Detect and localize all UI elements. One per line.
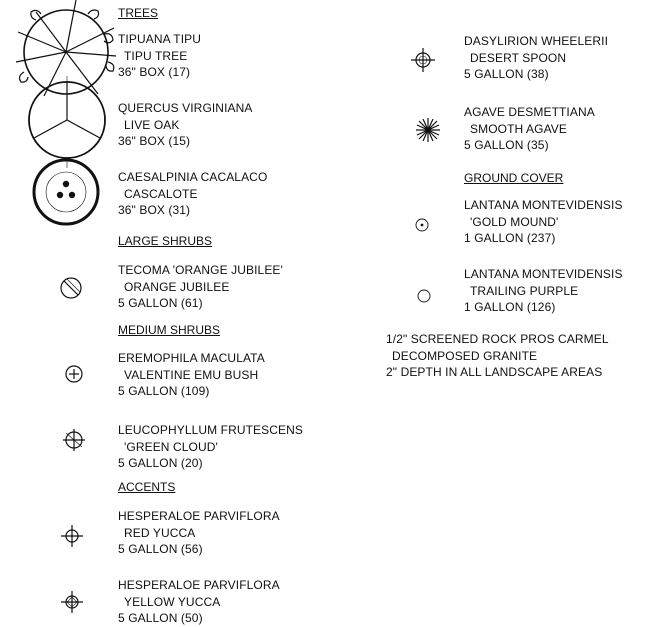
heading-ground-cover: GROUND COVER [464, 171, 564, 185]
plant-entry-dasylirion [464, 33, 608, 83]
circle-dot-icon [414, 217, 430, 233]
plant-size: 5 GALLON (35) [464, 138, 549, 152]
note-line-1: 1/2" SCREENED ROCK PROS CARMEL [386, 332, 609, 346]
decomposed-granite-note [386, 331, 609, 381]
plant-size: 5 GALLON (20) [118, 456, 203, 470]
common-name: DESERT SPOON [470, 50, 567, 65]
botanical-name: LANTANA MONTEVIDENSIS [464, 267, 623, 281]
plant-size: 5 GALLON (50) [118, 611, 203, 625]
plant-size: 1 GALLON (237) [464, 231, 556, 245]
tree-oak-icon [24, 76, 110, 168]
heading-accents: ACCENTS [118, 480, 176, 494]
common-name: VALENTINE EMU BUSH [124, 367, 259, 382]
plant-entry-caesalpinia [118, 169, 267, 219]
plant-size: 5 GALLON (61) [118, 296, 203, 310]
plant-entry-hesperaloe-red [118, 508, 280, 558]
botanical-name: CAESALPINIA CACALACO [118, 170, 268, 184]
circle-spokes-icon [62, 428, 86, 452]
starburst-icon [415, 117, 441, 143]
common-name: RED YUCCA [124, 525, 196, 540]
crosshair-icon [61, 525, 83, 547]
circle-plus-icon [64, 364, 84, 384]
plant-entry-lantana-purple [464, 266, 623, 316]
plant-entry-leucophyllum [118, 422, 303, 472]
plant-entry-tecoma [118, 262, 283, 312]
common-name: SMOOTH AGAVE [470, 121, 567, 136]
circle-slash-icon [59, 276, 83, 300]
common-name: TIPU TREE [124, 48, 188, 63]
plant-entry-agave [464, 104, 595, 154]
botanical-name: DASYLIRION WHEELERII [464, 34, 609, 48]
plant-entry-tipuana [118, 31, 201, 81]
plant-size: 36" BOX (31) [118, 203, 191, 217]
plant-entry-lantana-gold [464, 197, 623, 247]
plant-size: 5 GALLON (109) [118, 384, 210, 398]
common-name: YELLOW YUCCA [124, 594, 221, 609]
common-name: 'GREEN CLOUD' [124, 439, 218, 454]
small-circle-icon [416, 288, 432, 304]
plant-size: 5 GALLON (56) [118, 542, 203, 556]
plant-size: 5 GALLON (38) [464, 67, 549, 81]
common-name: 'GOLD MOUND' [470, 214, 559, 229]
common-name: ORANGE JUBILEE [124, 279, 230, 294]
plant-size: 1 GALLON (126) [464, 300, 556, 314]
botanical-name: LANTANA MONTEVIDENSIS [464, 198, 623, 212]
common-name: TRAILING PURPLE [470, 283, 579, 298]
plant-size: 36" BOX (17) [118, 65, 191, 79]
heading-medium-shrubs: MEDIUM SHRUBS [118, 323, 221, 337]
note-line-3: 2" DEPTH IN ALL LANDSCAPE AREAS [386, 365, 603, 379]
botanical-name: HESPERALOE PARVIFLORA [118, 578, 280, 592]
botanical-name: HESPERALOE PARVIFLORA [118, 509, 280, 523]
botanical-name: AGAVE DESMETTIANA [464, 105, 595, 119]
tree-dots-icon [31, 157, 101, 227]
plant-entry-quercus [118, 100, 253, 150]
botanical-name: EREMOPHILA MACULATA [118, 351, 265, 365]
plant-size: 36" BOX (15) [118, 134, 191, 148]
plant-entry-hesperaloe-yellow [118, 577, 280, 627]
botanical-name: LEUCOPHYLLUM FRUTESCENS [118, 423, 304, 437]
common-name: LIVE OAK [124, 117, 180, 132]
heading-large-shrubs: LARGE SHRUBS [118, 234, 213, 248]
botanical-name: QUERCUS VIRGINIANA [118, 101, 253, 115]
crosshair-circle-icon [411, 48, 435, 72]
botanical-name: TIPUANA TIPU [118, 32, 201, 46]
crosshair-diamond-icon [61, 591, 83, 613]
plant-entry-eremophila [118, 350, 265, 400]
botanical-name: TECOMA 'ORANGE JUBILEE' [118, 263, 283, 277]
heading-trees: TREES [118, 6, 159, 20]
common-name: CASCALOTE [124, 186, 198, 201]
note-line-2: DECOMPOSED GRANITE [392, 348, 538, 363]
